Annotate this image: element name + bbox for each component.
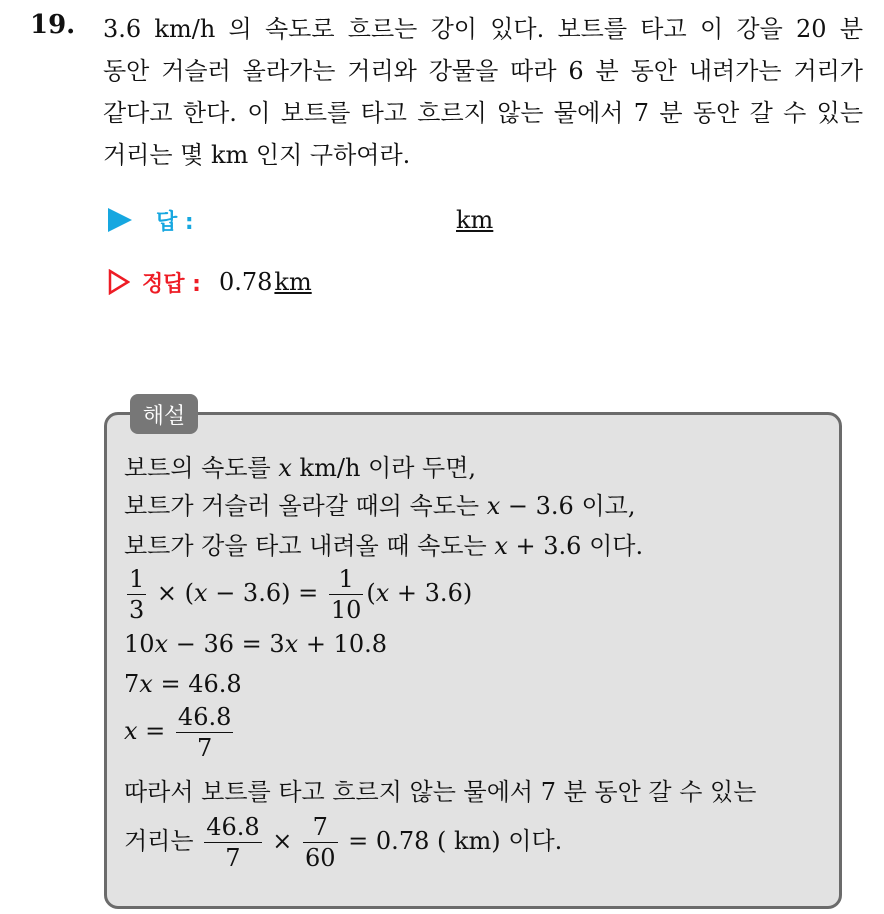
numerator: 7: [312, 813, 328, 841]
text: + 10.8: [298, 630, 387, 658]
denominator: 7: [176, 732, 233, 763]
denominator: 10: [330, 596, 362, 624]
equation-4: [124, 702, 236, 763]
variable: x: [139, 670, 153, 698]
fraction: [204, 812, 261, 873]
question-line: 같다고 한다. 이 보트를 타고 흐르지 않는 물에서 7 분 동안 갈 수 있는: [103, 99, 863, 127]
correct-answer-label: 정답 :: [142, 271, 201, 297]
text: 10: [124, 630, 155, 658]
explanation-line: 따라서 보트를 타고 흐르지 않는 물에서 7 분 동안 갈 수 있는: [124, 778, 757, 806]
explanation-line: [124, 448, 476, 483]
text: 보트가 거슬러 올라갈 때의 속도는: [124, 492, 487, 520]
variable: x: [375, 579, 390, 607]
text: − 3.6 이고,: [500, 492, 636, 520]
numerator: 1: [338, 565, 354, 593]
equation-3: [124, 670, 242, 698]
numerator: 46.8: [177, 703, 232, 731]
text: + 3.6 이다.: [507, 532, 644, 560]
variable: x: [486, 492, 501, 520]
variable: x: [278, 454, 292, 482]
text: = 46.8: [152, 670, 242, 698]
text: = 0.78 ( km) 이다.: [340, 827, 563, 855]
denominator: 60: [305, 844, 336, 872]
text: km/h 이라 두면,: [291, 454, 477, 482]
answer-unit: km: [456, 206, 494, 234]
text: 보트가 강을 타고 내려올 때 속도는: [124, 532, 495, 560]
outline-triangle-icon: [108, 269, 130, 295]
text: × (: [149, 579, 195, 607]
numerator: 46.8: [206, 813, 260, 841]
fraction: [176, 702, 233, 763]
variable: x: [154, 630, 169, 658]
fraction: [303, 812, 338, 873]
question-line: 동안 거슬러 올라가는 거리와 강물을 따라 6 분 동안 내려가는 거리가: [103, 57, 863, 85]
correct-answer-row: [108, 262, 312, 302]
explanation-tag: 해설: [130, 394, 198, 434]
question-number: 19.: [30, 10, 76, 40]
explanation-line: [124, 486, 635, 521]
text: − 3.6) =: [207, 579, 326, 607]
variable: x: [194, 579, 208, 607]
variable: x: [494, 532, 508, 560]
denominator: 3: [129, 596, 145, 624]
text: 거리는: [124, 827, 202, 855]
correct-answer-unit: km: [274, 268, 312, 296]
text: =: [137, 717, 173, 745]
filled-triangle-icon: [108, 208, 132, 232]
answer-row: [108, 200, 494, 240]
question-text: [103, 8, 863, 176]
equation-1: [124, 564, 472, 625]
numerator: 1: [129, 565, 145, 593]
explanation-line: [124, 526, 643, 561]
denominator: 7: [204, 842, 261, 873]
equation-2: [124, 630, 387, 658]
answer-label: 답 :: [156, 209, 194, 235]
variable: x: [124, 717, 138, 745]
text: 7: [124, 670, 140, 698]
text: (: [366, 579, 376, 607]
question-line: 3.6 km/h 의 속도로 흐르는 강이 있다. 보트를 타고 이 강을 20 분: [103, 15, 863, 43]
question-line: 거리는 몇 km 인지 구하여라.: [103, 141, 411, 169]
variable: x: [284, 630, 299, 658]
text: 보트의 속도를: [124, 454, 279, 482]
equation-5: [124, 812, 562, 873]
fraction: [127, 564, 146, 625]
text: + 3.6): [389, 579, 473, 607]
text: − 36 = 3: [168, 630, 285, 658]
correct-answer-value: 0.78: [218, 268, 273, 296]
fraction: [329, 564, 364, 625]
text: ×: [264, 827, 300, 855]
